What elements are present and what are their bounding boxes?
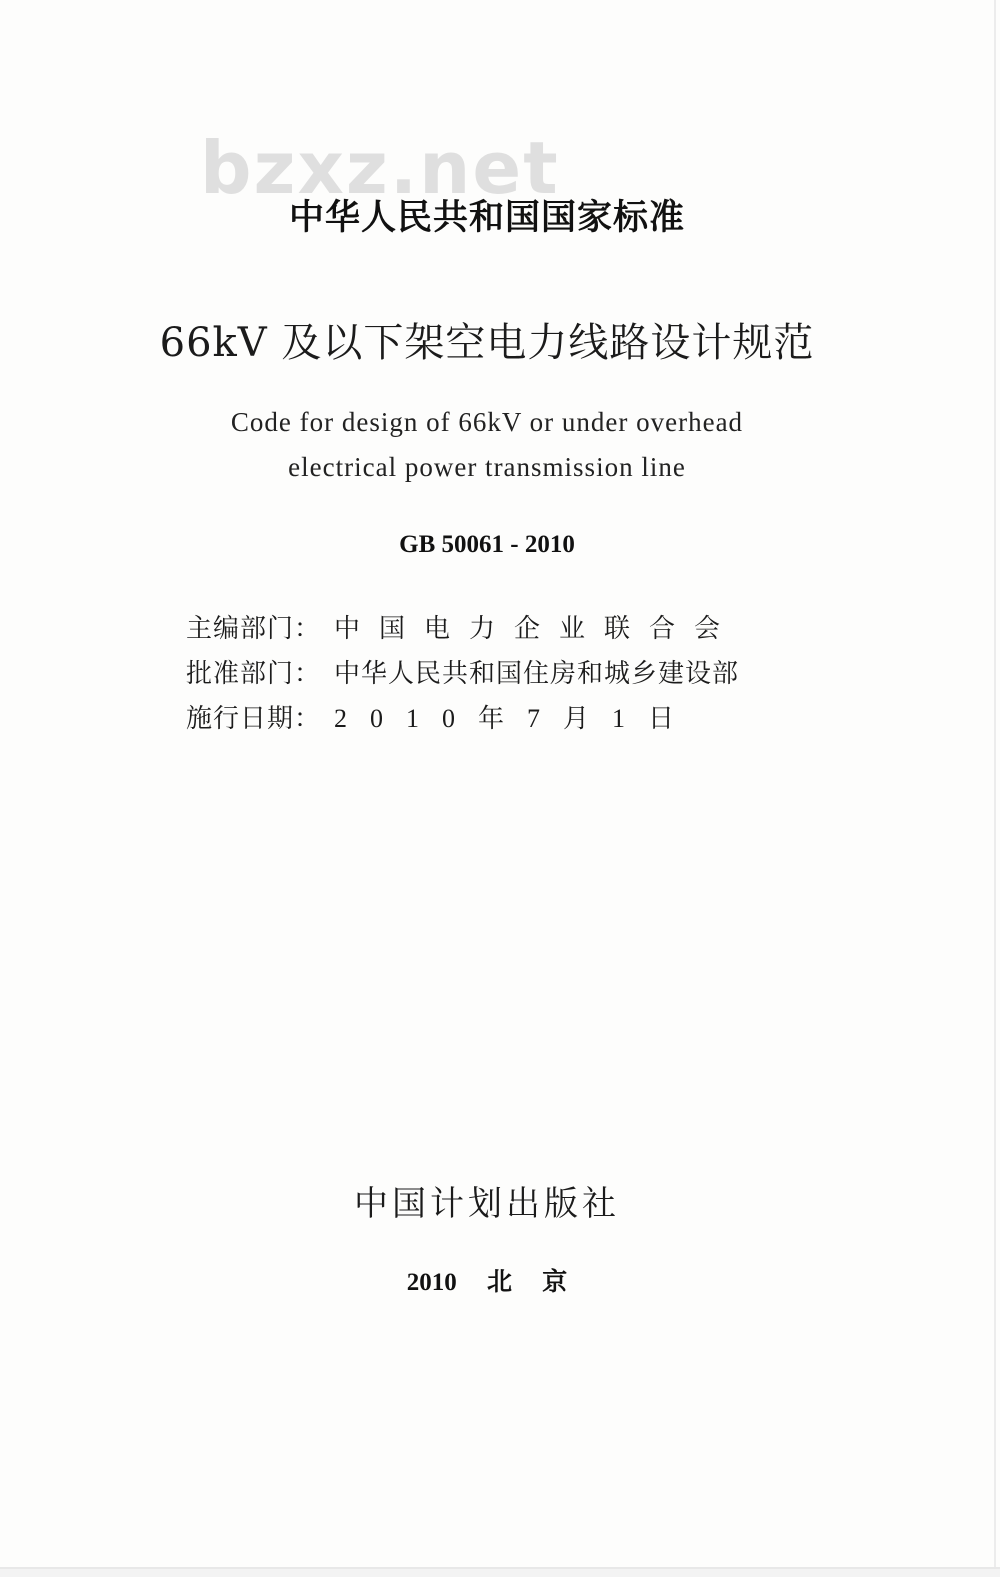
- meta-row-effective-date: [186, 698, 806, 734]
- page-edge-right: [994, 0, 996, 1577]
- approver-value: 中华人民共和国住房和城乡建设部: [334, 659, 740, 689]
- editor-label: 主编部门：: [186, 614, 322, 644]
- approver-label: 批准部门：: [186, 659, 322, 689]
- effective-date-value: 2010年7月1日: [334, 704, 698, 733]
- meta-row-editor: [186, 608, 806, 644]
- editor-value: 中国电力企业联合会: [334, 614, 740, 644]
- publication-year-place: 2010 北 京: [406, 1269, 568, 1296]
- title-english-line-1: Code for design of 66kV or under overhead: [230, 407, 744, 437]
- title-english-line-2: electrical power transmission line: [288, 452, 686, 482]
- publisher-name: 中国计划出版社: [354, 1184, 620, 1224]
- watermark: bzxz.net: [200, 126, 560, 210]
- meta-row-approver: [186, 653, 806, 689]
- effective-date-label: 施行日期：: [186, 704, 322, 734]
- standard-number: GB 50061 - 2010: [399, 531, 575, 558]
- page-edge-bottom-shadow: [0, 1569, 1000, 1577]
- title-chinese: 66kV 及以下架空电力线路设计规范: [159, 320, 815, 366]
- standard-header: 中华人民共和国国家标准: [288, 198, 685, 238]
